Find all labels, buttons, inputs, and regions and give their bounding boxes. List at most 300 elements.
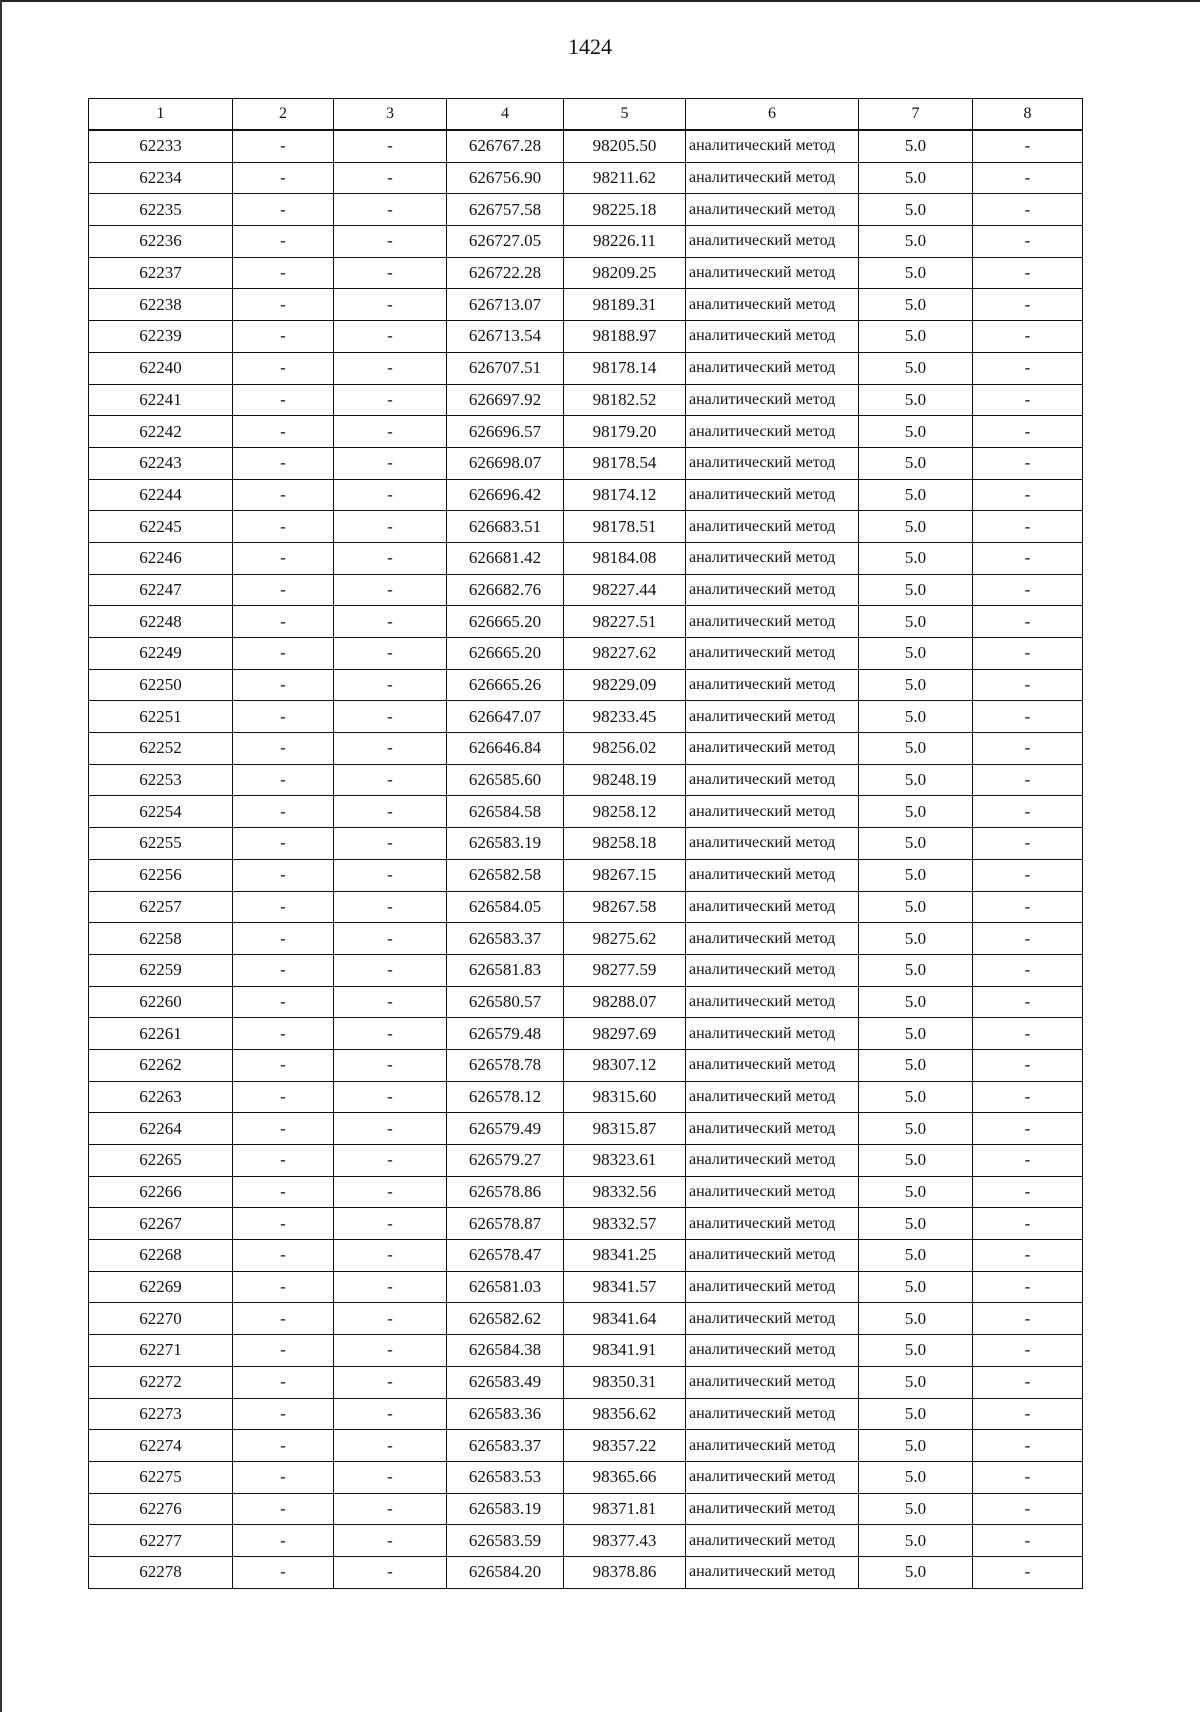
y-coordinate-cell: 98229.09 xyxy=(564,669,686,701)
y-coordinate-cell: 98227.51 xyxy=(564,606,686,638)
col8-cell: - xyxy=(973,257,1083,289)
col2-cell: - xyxy=(233,574,334,606)
accuracy-cell: 5.0 xyxy=(859,923,973,955)
x-coordinate-cell: 626584.38 xyxy=(447,1335,564,1367)
accuracy-cell: 5.0 xyxy=(859,954,973,986)
y-coordinate-cell: 98209.25 xyxy=(564,257,686,289)
col3-cell: - xyxy=(334,416,447,448)
col8-cell: - xyxy=(973,701,1083,733)
x-coordinate-cell: 626707.51 xyxy=(447,352,564,384)
col8-cell: - xyxy=(973,194,1083,226)
col8-cell: - xyxy=(973,542,1083,574)
col8-cell: - xyxy=(973,1049,1083,1081)
method-cell: аналитический метод xyxy=(686,321,859,353)
method-cell: аналитический метод xyxy=(686,828,859,860)
method-cell: аналитический метод xyxy=(686,289,859,321)
accuracy-cell: 5.0 xyxy=(859,701,973,733)
table-header-row xyxy=(89,99,1083,131)
accuracy-cell: 5.0 xyxy=(859,1018,973,1050)
accuracy-cell: 5.0 xyxy=(859,416,973,448)
col3-cell: - xyxy=(334,574,447,606)
col2-cell: - xyxy=(233,416,334,448)
coordinates-table xyxy=(88,98,1083,1589)
col2-cell: - xyxy=(233,130,334,162)
point-number-cell: 62238 xyxy=(89,289,233,321)
x-coordinate-cell: 626583.19 xyxy=(447,828,564,860)
point-number-cell: 62237 xyxy=(89,257,233,289)
col8-cell: - xyxy=(973,1208,1083,1240)
y-coordinate-cell: 98225.18 xyxy=(564,194,686,226)
y-coordinate-cell: 98377.43 xyxy=(564,1525,686,1557)
table-row xyxy=(89,606,1083,638)
table-row xyxy=(89,130,1083,162)
y-coordinate-cell: 98178.14 xyxy=(564,352,686,384)
table-row xyxy=(89,384,1083,416)
col8-cell: - xyxy=(973,321,1083,353)
col3-cell: - xyxy=(334,923,447,955)
accuracy-cell: 5.0 xyxy=(859,638,973,670)
x-coordinate-cell: 626583.19 xyxy=(447,1493,564,1525)
accuracy-cell: 5.0 xyxy=(859,606,973,638)
point-number-cell: 62269 xyxy=(89,1271,233,1303)
col2-cell: - xyxy=(233,479,334,511)
point-number-cell: 62267 xyxy=(89,1208,233,1240)
point-number-cell: 62273 xyxy=(89,1398,233,1430)
x-coordinate-cell: 626579.48 xyxy=(447,1018,564,1050)
point-number-cell: 62270 xyxy=(89,1303,233,1335)
x-coordinate-cell: 626727.05 xyxy=(447,226,564,258)
y-coordinate-cell: 98323.61 xyxy=(564,1145,686,1177)
method-cell: аналитический метод xyxy=(686,384,859,416)
method-cell: аналитический метод xyxy=(686,733,859,765)
method-cell: аналитический метод xyxy=(686,1398,859,1430)
col8-cell: - xyxy=(973,764,1083,796)
method-cell: аналитический метод xyxy=(686,257,859,289)
point-number-cell: 62240 xyxy=(89,352,233,384)
y-coordinate-cell: 98365.66 xyxy=(564,1461,686,1493)
x-coordinate-cell: 626713.54 xyxy=(447,321,564,353)
y-coordinate-cell: 98182.52 xyxy=(564,384,686,416)
col2-cell: - xyxy=(233,1018,334,1050)
x-coordinate-cell: 626756.90 xyxy=(447,162,564,194)
col2-cell: - xyxy=(233,321,334,353)
table-row xyxy=(89,479,1083,511)
col3-cell: - xyxy=(334,511,447,543)
x-coordinate-cell: 626647.07 xyxy=(447,701,564,733)
col8-cell: - xyxy=(973,923,1083,955)
col3-cell: - xyxy=(334,226,447,258)
x-coordinate-cell: 626681.42 xyxy=(447,542,564,574)
method-cell: аналитический метод xyxy=(686,1461,859,1493)
accuracy-cell: 5.0 xyxy=(859,289,973,321)
x-coordinate-cell: 626582.62 xyxy=(447,1303,564,1335)
point-number-cell: 62272 xyxy=(89,1366,233,1398)
col2-cell: - xyxy=(233,1303,334,1335)
table-row xyxy=(89,638,1083,670)
method-cell: аналитический метод xyxy=(686,923,859,955)
col2-cell: - xyxy=(233,1145,334,1177)
point-number-cell: 62260 xyxy=(89,986,233,1018)
col3-cell: - xyxy=(334,859,447,891)
accuracy-cell: 5.0 xyxy=(859,1493,973,1525)
col3-cell: - xyxy=(334,257,447,289)
y-coordinate-cell: 98357.22 xyxy=(564,1430,686,1462)
table-row xyxy=(89,923,1083,955)
table-row xyxy=(89,511,1083,543)
point-number-cell: 62233 xyxy=(89,130,233,162)
method-cell: аналитический метод xyxy=(686,1208,859,1240)
point-number-cell: 62276 xyxy=(89,1493,233,1525)
y-coordinate-cell: 98371.81 xyxy=(564,1493,686,1525)
table-row xyxy=(89,1176,1083,1208)
col8-cell: - xyxy=(973,226,1083,258)
col8-cell: - xyxy=(973,574,1083,606)
method-cell: аналитический метод xyxy=(686,1176,859,1208)
table-row xyxy=(89,162,1083,194)
table-row xyxy=(89,701,1083,733)
table-row xyxy=(89,1113,1083,1145)
x-coordinate-cell: 626583.37 xyxy=(447,923,564,955)
accuracy-cell: 5.0 xyxy=(859,257,973,289)
col3-cell: - xyxy=(334,1525,447,1557)
method-cell: аналитический метод xyxy=(686,1366,859,1398)
accuracy-cell: 5.0 xyxy=(859,130,973,162)
method-cell: аналитический метод xyxy=(686,986,859,1018)
x-coordinate-cell: 626696.57 xyxy=(447,416,564,448)
col3-cell: - xyxy=(334,542,447,574)
x-coordinate-cell: 626682.76 xyxy=(447,574,564,606)
method-cell: аналитический метод xyxy=(686,130,859,162)
col2-cell: - xyxy=(233,986,334,1018)
point-number-cell: 62243 xyxy=(89,447,233,479)
col2-cell: - xyxy=(233,733,334,765)
col3-cell: - xyxy=(334,733,447,765)
table-row xyxy=(89,859,1083,891)
col8-cell: - xyxy=(973,1081,1083,1113)
table-body xyxy=(89,130,1083,1588)
col8-cell: - xyxy=(973,859,1083,891)
y-coordinate-cell: 98332.57 xyxy=(564,1208,686,1240)
y-coordinate-cell: 98258.12 xyxy=(564,796,686,828)
y-coordinate-cell: 98356.62 xyxy=(564,1398,686,1430)
table-row xyxy=(89,352,1083,384)
method-cell: аналитический метод xyxy=(686,1303,859,1335)
col3-cell: - xyxy=(334,669,447,701)
table-row xyxy=(89,1018,1083,1050)
x-coordinate-cell: 626581.03 xyxy=(447,1271,564,1303)
point-number-cell: 62242 xyxy=(89,416,233,448)
table-row xyxy=(89,954,1083,986)
table-row xyxy=(89,416,1083,448)
y-coordinate-cell: 98258.18 xyxy=(564,828,686,860)
point-number-cell: 62255 xyxy=(89,828,233,860)
column-header: 2 xyxy=(233,99,334,131)
point-number-cell: 62275 xyxy=(89,1461,233,1493)
col3-cell: - xyxy=(334,479,447,511)
table-row xyxy=(89,1081,1083,1113)
accuracy-cell: 5.0 xyxy=(859,574,973,606)
method-cell: аналитический метод xyxy=(686,574,859,606)
table-row xyxy=(89,891,1083,923)
col2-cell: - xyxy=(233,701,334,733)
x-coordinate-cell: 626578.47 xyxy=(447,1240,564,1272)
accuracy-cell: 5.0 xyxy=(859,1398,973,1430)
column-header: 5 xyxy=(564,99,686,131)
y-coordinate-cell: 98288.07 xyxy=(564,986,686,1018)
y-coordinate-cell: 98378.86 xyxy=(564,1556,686,1588)
point-number-cell: 62252 xyxy=(89,733,233,765)
col2-cell: - xyxy=(233,954,334,986)
accuracy-cell: 5.0 xyxy=(859,479,973,511)
point-number-cell: 62278 xyxy=(89,1556,233,1588)
col2-cell: - xyxy=(233,352,334,384)
x-coordinate-cell: 626583.36 xyxy=(447,1398,564,1430)
method-cell: аналитический метод xyxy=(686,1556,859,1588)
x-coordinate-cell: 626696.42 xyxy=(447,479,564,511)
col2-cell: - xyxy=(233,1525,334,1557)
accuracy-cell: 5.0 xyxy=(859,891,973,923)
y-coordinate-cell: 98332.56 xyxy=(564,1176,686,1208)
col3-cell: - xyxy=(334,1303,447,1335)
x-coordinate-cell: 626582.58 xyxy=(447,859,564,891)
x-coordinate-cell: 626665.26 xyxy=(447,669,564,701)
table-row xyxy=(89,828,1083,860)
col2-cell: - xyxy=(233,1176,334,1208)
y-coordinate-cell: 98174.12 xyxy=(564,479,686,511)
col3-cell: - xyxy=(334,1018,447,1050)
col3-cell: - xyxy=(334,130,447,162)
col3-cell: - xyxy=(334,1049,447,1081)
table-row xyxy=(89,1461,1083,1493)
col8-cell: - xyxy=(973,1176,1083,1208)
col8-cell: - xyxy=(973,796,1083,828)
accuracy-cell: 5.0 xyxy=(859,1145,973,1177)
x-coordinate-cell: 626578.87 xyxy=(447,1208,564,1240)
column-header: 6 xyxy=(686,99,859,131)
y-coordinate-cell: 98256.02 xyxy=(564,733,686,765)
method-cell: аналитический метод xyxy=(686,669,859,701)
col2-cell: - xyxy=(233,1556,334,1588)
point-number-cell: 62251 xyxy=(89,701,233,733)
table-row xyxy=(89,1271,1083,1303)
accuracy-cell: 5.0 xyxy=(859,1366,973,1398)
method-cell: аналитический метод xyxy=(686,1430,859,1462)
y-coordinate-cell: 98178.51 xyxy=(564,511,686,543)
point-number-cell: 62256 xyxy=(89,859,233,891)
point-number-cell: 62262 xyxy=(89,1049,233,1081)
method-cell: аналитический метод xyxy=(686,796,859,828)
col3-cell: - xyxy=(334,1240,447,1272)
table-row xyxy=(89,1335,1083,1367)
col2-cell: - xyxy=(233,796,334,828)
point-number-cell: 62268 xyxy=(89,1240,233,1272)
y-coordinate-cell: 98248.19 xyxy=(564,764,686,796)
col8-cell: - xyxy=(973,511,1083,543)
col3-cell: - xyxy=(334,1176,447,1208)
col8-cell: - xyxy=(973,733,1083,765)
scan-edge-left xyxy=(0,0,2,1712)
accuracy-cell: 5.0 xyxy=(859,1461,973,1493)
y-coordinate-cell: 98189.31 xyxy=(564,289,686,321)
col2-cell: - xyxy=(233,1081,334,1113)
col2-cell: - xyxy=(233,1208,334,1240)
accuracy-cell: 5.0 xyxy=(859,669,973,701)
table-row xyxy=(89,542,1083,574)
col2-cell: - xyxy=(233,226,334,258)
col2-cell: - xyxy=(233,638,334,670)
page-number: 1424 xyxy=(568,34,612,59)
col8-cell: - xyxy=(973,638,1083,670)
x-coordinate-cell: 626583.49 xyxy=(447,1366,564,1398)
table-row xyxy=(89,447,1083,479)
accuracy-cell: 5.0 xyxy=(859,1208,973,1240)
y-coordinate-cell: 98211.62 xyxy=(564,162,686,194)
point-number-cell: 62249 xyxy=(89,638,233,670)
point-number-cell: 62258 xyxy=(89,923,233,955)
method-cell: аналитический метод xyxy=(686,447,859,479)
table-row xyxy=(89,733,1083,765)
accuracy-cell: 5.0 xyxy=(859,796,973,828)
y-coordinate-cell: 98297.69 xyxy=(564,1018,686,1050)
point-number-cell: 62265 xyxy=(89,1145,233,1177)
accuracy-cell: 5.0 xyxy=(859,1525,973,1557)
x-coordinate-cell: 626683.51 xyxy=(447,511,564,543)
method-cell: аналитический метод xyxy=(686,1240,859,1272)
col3-cell: - xyxy=(334,1335,447,1367)
y-coordinate-cell: 98179.20 xyxy=(564,416,686,448)
x-coordinate-cell: 626665.20 xyxy=(447,638,564,670)
point-number-cell: 62248 xyxy=(89,606,233,638)
col8-cell: - xyxy=(973,954,1083,986)
col2-cell: - xyxy=(233,891,334,923)
accuracy-cell: 5.0 xyxy=(859,733,973,765)
method-cell: аналитический метод xyxy=(686,1271,859,1303)
col3-cell: - xyxy=(334,606,447,638)
col3-cell: - xyxy=(334,1081,447,1113)
col8-cell: - xyxy=(973,289,1083,321)
col8-cell: - xyxy=(973,1335,1083,1367)
table-row xyxy=(89,1240,1083,1272)
col3-cell: - xyxy=(334,701,447,733)
col3-cell: - xyxy=(334,1366,447,1398)
accuracy-cell: 5.0 xyxy=(859,194,973,226)
col3-cell: - xyxy=(334,289,447,321)
col2-cell: - xyxy=(233,1240,334,1272)
y-coordinate-cell: 98275.62 xyxy=(564,923,686,955)
col2-cell: - xyxy=(233,447,334,479)
col8-cell: - xyxy=(973,828,1083,860)
x-coordinate-cell: 626757.58 xyxy=(447,194,564,226)
col2-cell: - xyxy=(233,1366,334,1398)
col3-cell: - xyxy=(334,1208,447,1240)
y-coordinate-cell: 98178.54 xyxy=(564,447,686,479)
method-cell: аналитический метод xyxy=(686,416,859,448)
column-header: 3 xyxy=(334,99,447,131)
x-coordinate-cell: 626578.12 xyxy=(447,1081,564,1113)
x-coordinate-cell: 626584.58 xyxy=(447,796,564,828)
col3-cell: - xyxy=(334,384,447,416)
col3-cell: - xyxy=(334,352,447,384)
accuracy-cell: 5.0 xyxy=(859,859,973,891)
col8-cell: - xyxy=(973,1493,1083,1525)
table-row xyxy=(89,796,1083,828)
point-number-cell: 62257 xyxy=(89,891,233,923)
col8-cell: - xyxy=(973,1525,1083,1557)
col8-cell: - xyxy=(973,1430,1083,1462)
y-coordinate-cell: 98205.50 xyxy=(564,130,686,162)
accuracy-cell: 5.0 xyxy=(859,1303,973,1335)
col2-cell: - xyxy=(233,511,334,543)
method-cell: аналитический метод xyxy=(686,1081,859,1113)
col2-cell: - xyxy=(233,289,334,321)
accuracy-cell: 5.0 xyxy=(859,1556,973,1588)
point-number-cell: 62235 xyxy=(89,194,233,226)
col8-cell: - xyxy=(973,130,1083,162)
table-row xyxy=(89,1493,1083,1525)
table-row xyxy=(89,1303,1083,1335)
point-number-cell: 62244 xyxy=(89,479,233,511)
x-coordinate-cell: 626579.27 xyxy=(447,1145,564,1177)
point-number-cell: 62271 xyxy=(89,1335,233,1367)
accuracy-cell: 5.0 xyxy=(859,352,973,384)
col3-cell: - xyxy=(334,1398,447,1430)
method-cell: аналитический метод xyxy=(686,511,859,543)
y-coordinate-cell: 98227.62 xyxy=(564,638,686,670)
x-coordinate-cell: 626722.28 xyxy=(447,257,564,289)
col3-cell: - xyxy=(334,1271,447,1303)
col8-cell: - xyxy=(973,1556,1083,1588)
column-header: 4 xyxy=(447,99,564,131)
method-cell: аналитический метод xyxy=(686,764,859,796)
point-number-cell: 62250 xyxy=(89,669,233,701)
accuracy-cell: 5.0 xyxy=(859,1271,973,1303)
table-row xyxy=(89,764,1083,796)
col8-cell: - xyxy=(973,1240,1083,1272)
x-coordinate-cell: 626585.60 xyxy=(447,764,564,796)
column-header: 8 xyxy=(973,99,1083,131)
scan-edge-top xyxy=(0,0,1200,2)
col2-cell: - xyxy=(233,1271,334,1303)
point-number-cell: 62245 xyxy=(89,511,233,543)
col2-cell: - xyxy=(233,606,334,638)
col2-cell: - xyxy=(233,162,334,194)
col2-cell: - xyxy=(233,1113,334,1145)
x-coordinate-cell: 626581.83 xyxy=(447,954,564,986)
col2-cell: - xyxy=(233,923,334,955)
point-number-cell: 62253 xyxy=(89,764,233,796)
y-coordinate-cell: 98307.12 xyxy=(564,1049,686,1081)
table-row xyxy=(89,1398,1083,1430)
y-coordinate-cell: 98277.59 xyxy=(564,954,686,986)
col3-cell: - xyxy=(334,1493,447,1525)
method-cell: аналитический метод xyxy=(686,542,859,574)
col8-cell: - xyxy=(973,384,1083,416)
col2-cell: - xyxy=(233,1049,334,1081)
col2-cell: - xyxy=(233,669,334,701)
x-coordinate-cell: 626583.37 xyxy=(447,1430,564,1462)
y-coordinate-cell: 98315.87 xyxy=(564,1113,686,1145)
accuracy-cell: 5.0 xyxy=(859,447,973,479)
accuracy-cell: 5.0 xyxy=(859,1081,973,1113)
y-coordinate-cell: 98341.57 xyxy=(564,1271,686,1303)
x-coordinate-cell: 626583.53 xyxy=(447,1461,564,1493)
col2-cell: - xyxy=(233,828,334,860)
method-cell: аналитический метод xyxy=(686,1145,859,1177)
col8-cell: - xyxy=(973,669,1083,701)
col2-cell: - xyxy=(233,384,334,416)
col8-cell: - xyxy=(973,606,1083,638)
col8-cell: - xyxy=(973,986,1083,1018)
